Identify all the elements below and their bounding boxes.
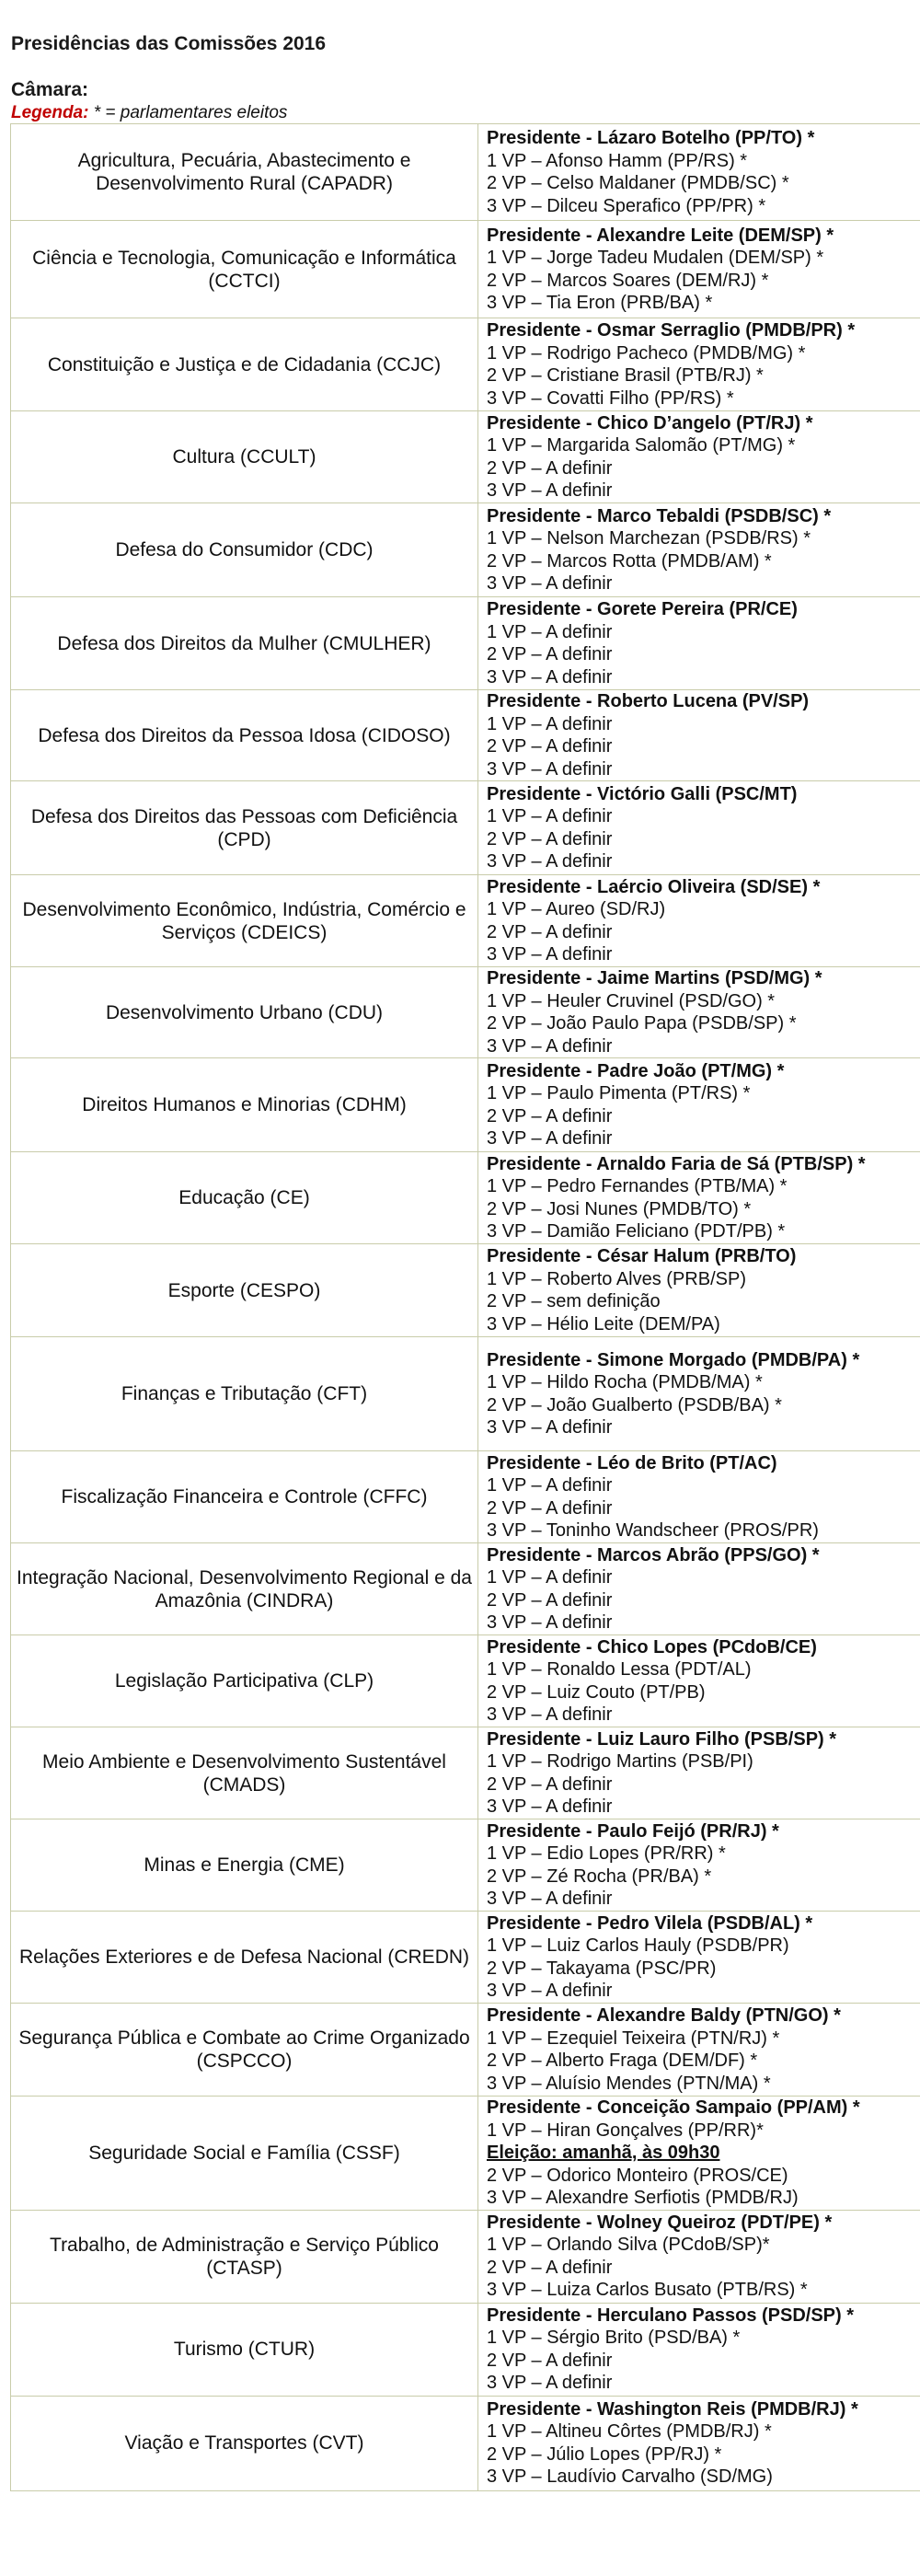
- committee-members: [478, 875, 920, 967]
- president-line: Presidente - Wolney Queiroz (PDT/PE) *: [487, 2212, 833, 2233]
- committee-name: Integração Nacional, Desenvolvimento Regional e da Amazônia (CINDRA): [11, 1543, 478, 1635]
- committee-members: [478, 221, 920, 318]
- vice-president-line: 2 VP – Josi Nunes (PMDB/TO) *: [487, 1198, 752, 1219]
- committee-members: [478, 1819, 920, 1912]
- committee-name: Defesa dos Direitos da Mulher (CMULHER): [11, 597, 478, 690]
- committee-row: [11, 781, 920, 875]
- vice-president-line: 3 VP – A definir: [487, 758, 613, 780]
- vice-president-line: 1 VP – A definir: [487, 621, 613, 642]
- committee-members: [478, 2396, 920, 2490]
- committee-name: Meio Ambiente e Desenvolvimento Sustentável (CMADS): [11, 1727, 478, 1819]
- vice-president-line: 2 VP – A definir: [487, 1105, 613, 1126]
- vice-president-line: 3 VP – A definir: [487, 480, 613, 501]
- vice-president-line: 2 VP – Marcos Rotta (PMDB/AM) *: [487, 550, 772, 572]
- committee-row: [11, 1819, 920, 1912]
- committee-row: [11, 503, 920, 597]
- committee-members: [478, 2210, 920, 2303]
- committee-members: [478, 124, 920, 221]
- committee-name: Minas e Energia (CME): [11, 1819, 478, 1912]
- vice-president-line: 1 VP – Hiran Gonçalves (PP/RR)*: [487, 2120, 764, 2141]
- president-line: Presidente - Marcos Abrão (PPS/GO) *: [487, 1544, 820, 1565]
- vice-president-line: 2 VP – Luiz Couto (PT/PB): [487, 1681, 706, 1703]
- committee-row: [11, 875, 920, 967]
- committee-members: [478, 318, 920, 411]
- vice-president-line: 3 VP – Tia Eron (PRB/BA) *: [487, 293, 713, 313]
- committee-row: [11, 2396, 920, 2490]
- committee-row: [11, 1152, 920, 1244]
- vice-president-line: 1 VP – Afonso Hamm (PP/RS) *: [487, 150, 748, 171]
- vice-president-line: 1 VP – A definir: [487, 1567, 613, 1588]
- vice-president-line: 1 VP – Aureo (SD/RJ): [487, 899, 666, 919]
- president-line: Presidente - Chico Lopes (PCdoB/CE): [487, 1636, 817, 1658]
- committee-name: Turismo (CTUR): [11, 2303, 478, 2396]
- vice-president-line: 1 VP – Roberto Alves (PRB/SP): [487, 1268, 746, 1289]
- committee-members: [478, 1058, 920, 1152]
- vice-president-line: 2 VP – Celso Maldaner (PMDB/SC) *: [487, 173, 789, 193]
- committee-members: [478, 967, 920, 1058]
- president-line: Presidente - Gorete Pereira (PR/CE): [487, 599, 798, 619]
- vice-president-line: 3 VP – Damião Feliciano (PDT/PB) *: [487, 1221, 786, 1242]
- vice-president-line: 3 VP – A definir: [487, 1128, 613, 1149]
- vice-president-line: 3 VP – Alexandre Serfiotis (PMDB/RJ): [487, 2188, 799, 2208]
- president-line: Presidente - Victório Galli (PSC/MT): [487, 783, 798, 804]
- vice-president-line: 2 VP – A definir: [487, 921, 613, 942]
- vice-president-line: 2 VP – A definir: [487, 1773, 613, 1795]
- vice-president-line: 3 VP – A definir: [487, 851, 613, 872]
- committee-members: [478, 1152, 920, 1244]
- vice-president-line: 3 VP – Hélio Leite (DEM/PA): [487, 1313, 720, 1334]
- president-line: Presidente - Alexandre Baldy (PTN/GO) *: [487, 2005, 841, 2026]
- committee-row: [11, 1543, 920, 1635]
- committee-row: [11, 124, 920, 221]
- vice-president-line: 1 VP – Ezequiel Teixeira (PTN/RJ) *: [487, 2027, 780, 2049]
- president-line: Presidente - Washington Reis (PMDB/RJ) *: [487, 2398, 858, 2420]
- committee-row: [11, 1635, 920, 1727]
- committee-row: [11, 318, 920, 411]
- committee-members: [478, 690, 920, 781]
- vice-president-line: 3 VP – Aluísio Mendes (PTN/MA) *: [487, 2073, 771, 2094]
- vice-president-line: 2 VP – Marcos Soares (DEM/RJ) *: [487, 270, 769, 291]
- committee-name: Defesa dos Direitos da Pessoa Idosa (CIDOSO): [11, 690, 478, 781]
- vice-president-line: 1 VP – Margarida Salomão (PT/MG) *: [487, 435, 796, 456]
- vice-president-line: 1 VP – Rodrigo Pacheco (PMDB/MG) *: [487, 342, 806, 364]
- vice-president-line: 1 VP – Heuler Cruvinel (PSD/GO) *: [487, 990, 776, 1011]
- vice-president-line: 1 VP – Ronaldo Lessa (PDT/AL): [487, 1659, 752, 1680]
- committee-members: [478, 781, 920, 875]
- committee-name: Finanças e Tributação (CFT): [11, 1337, 478, 1451]
- committee-members: [478, 411, 920, 503]
- president-line: Presidente - César Halum (PRB/TO): [487, 1246, 797, 1266]
- president-line: Presidente - Léo de Brito (PT/AC): [487, 1452, 777, 1473]
- vice-president-line: 2 VP – João Gualberto (PSDB/BA) *: [487, 1394, 782, 1415]
- committee-row: [11, 1912, 920, 2004]
- committee-row: [11, 2210, 920, 2303]
- vice-president-line: 1 VP – A definir: [487, 806, 613, 826]
- vice-president-line: 2 VP – Alberto Fraga (DEM/DF) *: [487, 2050, 758, 2071]
- committee-row: [11, 1451, 920, 1543]
- committee-members: [478, 503, 920, 597]
- president-line: Presidente - Herculano Passos (PSD/SP) *: [487, 2305, 855, 2326]
- committee-name: Direitos Humanos e Minorias (CDHM): [11, 1058, 478, 1152]
- vice-president-line: 3 VP – A definir: [487, 1612, 613, 1633]
- committee-name: Cultura (CCULT): [11, 411, 478, 503]
- committee-row: [11, 2303, 920, 2396]
- vice-president-line: 3 VP – A definir: [487, 2373, 613, 2393]
- committee-row: [11, 221, 920, 318]
- vice-president-line: 3 VP – A definir: [487, 1889, 613, 1909]
- president-line: Presidente - Arnaldo Faria de Sá (PTB/SP) *: [487, 1153, 866, 1174]
- vice-president-line: 1 VP – A definir: [487, 1475, 613, 1496]
- vice-president-line: 1 VP – Hildo Rocha (PMDB/MA) *: [487, 1372, 763, 1392]
- legend-key: Legenda:: [11, 103, 89, 122]
- vice-president-line: 1 VP – Nelson Marchezan (PSDB/RS) *: [487, 528, 811, 549]
- committee-members: [478, 1337, 920, 1451]
- president-line: Presidente - Marco Tebaldi (PSDB/SC) *: [487, 505, 832, 526]
- committee-name: Relações Exteriores e de Defesa Nacional (CREDN): [11, 1912, 478, 2004]
- committee-row: [11, 1244, 920, 1337]
- vice-president-line: 1 VP – A definir: [487, 713, 613, 734]
- election-note: Eleição: amanhã, às 09h30: [487, 2143, 720, 2163]
- committee-members: [478, 1635, 920, 1727]
- committee-members: [478, 1727, 920, 1819]
- committee-members: [478, 2303, 920, 2396]
- vice-president-line: 3 VP – A definir: [487, 1796, 613, 1817]
- committee-row: [11, 2004, 920, 2097]
- house-heading: Câmara:: [11, 79, 89, 100]
- vice-president-line: 3 VP – A definir: [487, 573, 613, 594]
- committee-name: Ciência e Tecnologia, Comunicação e Informática (CCTCI): [11, 221, 478, 318]
- committee-members: [478, 1451, 920, 1543]
- vice-president-line: 3 VP – A definir: [487, 1417, 613, 1438]
- vice-president-line: 1 VP – Luiz Carlos Hauly (PSDB/PR): [487, 1935, 789, 1956]
- vice-president-line: 2 VP – João Paulo Papa (PSDB/SP) *: [487, 1013, 797, 1034]
- vice-president-line: 2 VP – A definir: [487, 1589, 613, 1611]
- committee-row: [11, 411, 920, 503]
- vice-president-line: 2 VP – Cristiane Brasil (PTB/RJ) *: [487, 365, 764, 386]
- president-line: Presidente - Alexandre Leite (DEM/SP) *: [487, 225, 834, 246]
- committee-members: [478, 1543, 920, 1635]
- vice-president-line: 2 VP – Júlio Lopes (PP/RJ) *: [487, 2443, 722, 2465]
- president-line: Presidente - Pedro Vilela (PSDB/AL) *: [487, 1912, 813, 1934]
- vice-president-line: 1 VP – Edio Lopes (PR/RR) *: [487, 1843, 726, 1864]
- committee-name: Legislação Participativa (CLP): [11, 1635, 478, 1727]
- page-title: Presidências das Comissões 2016: [11, 33, 327, 54]
- president-line: Presidente - Luiz Lauro Filho (PSB/SP) *: [487, 1728, 837, 1750]
- vice-president-line: 2 VP – A definir: [487, 736, 613, 757]
- committee-name: Segurança Pública e Combate ao Crime Organizado (CSPCCO): [11, 2004, 478, 2097]
- vice-president-line: 1 VP – Rodrigo Martins (PSB/PI): [487, 1751, 753, 1772]
- president-line: Presidente - Simone Morgado (PMDB/PA) *: [487, 1349, 860, 1370]
- vice-president-line: 1 VP – Orlando Silva (PCdoB/SP)*: [487, 2235, 770, 2255]
- committee-name: Defesa dos Direitos das Pessoas com Deficiência (CPD): [11, 781, 478, 875]
- committee-row: [11, 1727, 920, 1819]
- vice-president-line: 3 VP – Toninho Wandscheer (PROS/PR): [487, 1520, 819, 1541]
- committee-row: [11, 2097, 920, 2211]
- vice-president-line: 3 VP – Luiza Carlos Busato (PTB/RS) *: [487, 2280, 808, 2300]
- vice-president-line: 1 VP – Sérgio Brito (PSD/BA) *: [487, 2328, 741, 2348]
- president-line: Presidente - Laércio Oliveira (SD/SE) *: [487, 876, 821, 897]
- vice-president-line: 2 VP – A definir: [487, 2257, 613, 2278]
- vice-president-line: 2 VP – A definir: [487, 828, 613, 849]
- vice-president-line: 3 VP – A definir: [487, 1704, 613, 1725]
- committee-name: Fiscalização Financeira e Controle (CFFC): [11, 1451, 478, 1543]
- vice-president-line: 2 VP – Zé Rocha (PR/BA) *: [487, 1866, 712, 1887]
- legend-text: * = parlamentares eleitos: [88, 103, 288, 122]
- vice-president-line: 2 VP – A definir: [487, 2350, 613, 2371]
- vice-president-line: 3 VP – Dilceu Sperafico (PP/PR) *: [487, 195, 766, 216]
- vice-president-line: 3 VP – A definir: [487, 1981, 613, 2001]
- committee-row: [11, 690, 920, 781]
- committee-name: Constituição e Justiça e de Cidadania (CCJC): [11, 318, 478, 411]
- committee-name: Viação e Transportes (CVT): [11, 2396, 478, 2490]
- vice-president-line: 1 VP – Jorge Tadeu Mudalen (DEM/SP) *: [487, 248, 824, 268]
- committee-members: [478, 1244, 920, 1337]
- vice-president-line: 1 VP – Pedro Fernandes (PTB/MA) *: [487, 1176, 788, 1196]
- president-line: Presidente - Paulo Feijó (PR/RJ) *: [487, 1820, 779, 1842]
- president-line: Presidente - Roberto Lucena (PV/SP): [487, 691, 810, 711]
- committee-name: Defesa do Consumidor (CDC): [11, 503, 478, 597]
- vice-president-line: 1 VP – Paulo Pimenta (PT/RS) *: [487, 1083, 751, 1103]
- vice-president-line: 2 VP – Odorico Monteiro (PROS/CE): [487, 2165, 788, 2186]
- vice-president-line: 2 VP – A definir: [487, 644, 613, 664]
- committee-name: Educação (CE): [11, 1152, 478, 1244]
- president-line: Presidente - Jaime Martins (PSD/MG) *: [487, 968, 822, 988]
- president-line: Presidente - Osmar Serraglio (PMDB/PR) *: [487, 320, 856, 341]
- vice-president-line: 3 VP – Covatti Filho (PP/RS) *: [487, 387, 734, 409]
- committee-name: Desenvolvimento Urbano (CDU): [11, 967, 478, 1058]
- vice-president-line: 2 VP – A definir: [487, 457, 613, 479]
- vice-president-line: 3 VP – Laudívio Carvalho (SD/MG): [487, 2466, 773, 2487]
- committee-name: Desenvolvimento Econômico, Indústria, Comércio e Serviços (CDEICS): [11, 875, 478, 967]
- committee-name: Agricultura, Pecuária, Abastecimento e Desenvolvimento Rural (CAPADR): [11, 124, 478, 221]
- committee-members: [478, 2097, 920, 2211]
- president-line: Presidente - Conceição Sampaio (PP/AM) *: [487, 2097, 860, 2118]
- vice-president-line: 3 VP – A definir: [487, 944, 613, 965]
- committee-row: [11, 1058, 920, 1152]
- committee-members: [478, 1912, 920, 2004]
- president-line: Presidente - Lázaro Botelho (PP/TO) *: [487, 128, 815, 148]
- committee-row: [11, 597, 920, 690]
- committee-name: Seguridade Social e Família (CSSF): [11, 2097, 478, 2211]
- president-line: Presidente - Chico D’angelo (PT/RJ) *: [487, 412, 813, 433]
- vice-president-line: 1 VP – Altineu Côrtes (PMDB/RJ) *: [487, 2421, 772, 2442]
- vice-president-line: 3 VP – A definir: [487, 1035, 613, 1057]
- committee-members: [478, 2004, 920, 2097]
- committee-name: Trabalho, de Administração e Serviço Público (CTASP): [11, 2210, 478, 2303]
- committee-row: [11, 1337, 920, 1451]
- vice-president-line: 2 VP – A definir: [487, 1497, 613, 1519]
- committee-row: [11, 967, 920, 1058]
- vice-president-line: 2 VP – sem definição: [487, 1291, 661, 1311]
- committee-members: [478, 597, 920, 690]
- committees-table-body: [11, 124, 920, 2491]
- vice-president-line: 2 VP – Takayama (PSC/PR): [487, 1958, 717, 1979]
- legend: [11, 103, 287, 123]
- president-line: Presidente - Padre João (PT/MG) *: [487, 1060, 785, 1081]
- committee-name: Esporte (CESPO): [11, 1244, 478, 1337]
- committees-table: [10, 123, 920, 2491]
- vice-president-line: 3 VP – A definir: [487, 666, 613, 687]
